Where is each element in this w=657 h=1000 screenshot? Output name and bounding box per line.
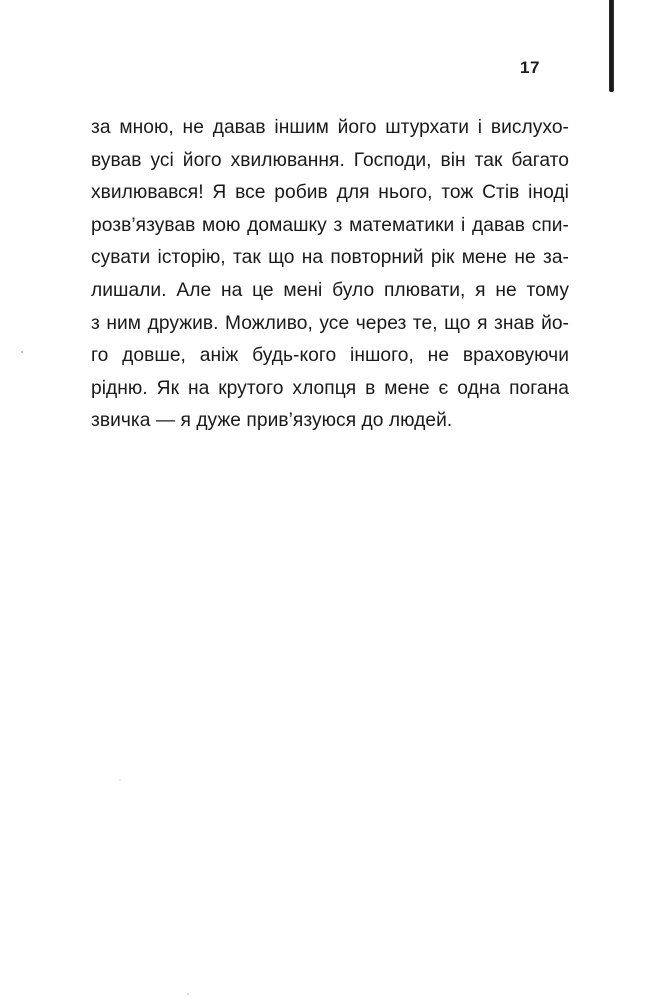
page-edge-bar bbox=[609, 0, 614, 92]
paper-speck bbox=[119, 779, 120, 780]
text-line: го довше, аніж будь-кого іншого, не враховуючи bbox=[91, 345, 569, 367]
text-line: розв’язував мою домашку з математики і давав спи- bbox=[91, 214, 569, 236]
paper-speck bbox=[21, 351, 23, 353]
text-line: сувати історію, так що на повторний рік мене не за- bbox=[91, 247, 569, 269]
body-paragraph bbox=[91, 112, 569, 438]
page-number: 17 bbox=[520, 58, 540, 77]
text-line: лишали. Але на це мені було плювати, я не тому bbox=[91, 279, 569, 301]
text-line: з ним дружив. Можливо, усе через те, що я знав йо- bbox=[91, 312, 569, 334]
text-line: вував усі його хвилювання. Господи, він так багато bbox=[91, 149, 569, 171]
text-line: хвилювався! Я все робив для нього, тож Стів іноді bbox=[91, 182, 569, 204]
text-line: за мною, не давав іншим його штурхати і вислухо- bbox=[91, 117, 569, 138]
text-line: рідню. Як на крутого хлопця в мене є одна погана bbox=[91, 377, 569, 399]
text-line-last: звичка — я дуже прив’язуюся до людей. bbox=[91, 410, 453, 432]
paper-speck bbox=[187, 993, 189, 995]
